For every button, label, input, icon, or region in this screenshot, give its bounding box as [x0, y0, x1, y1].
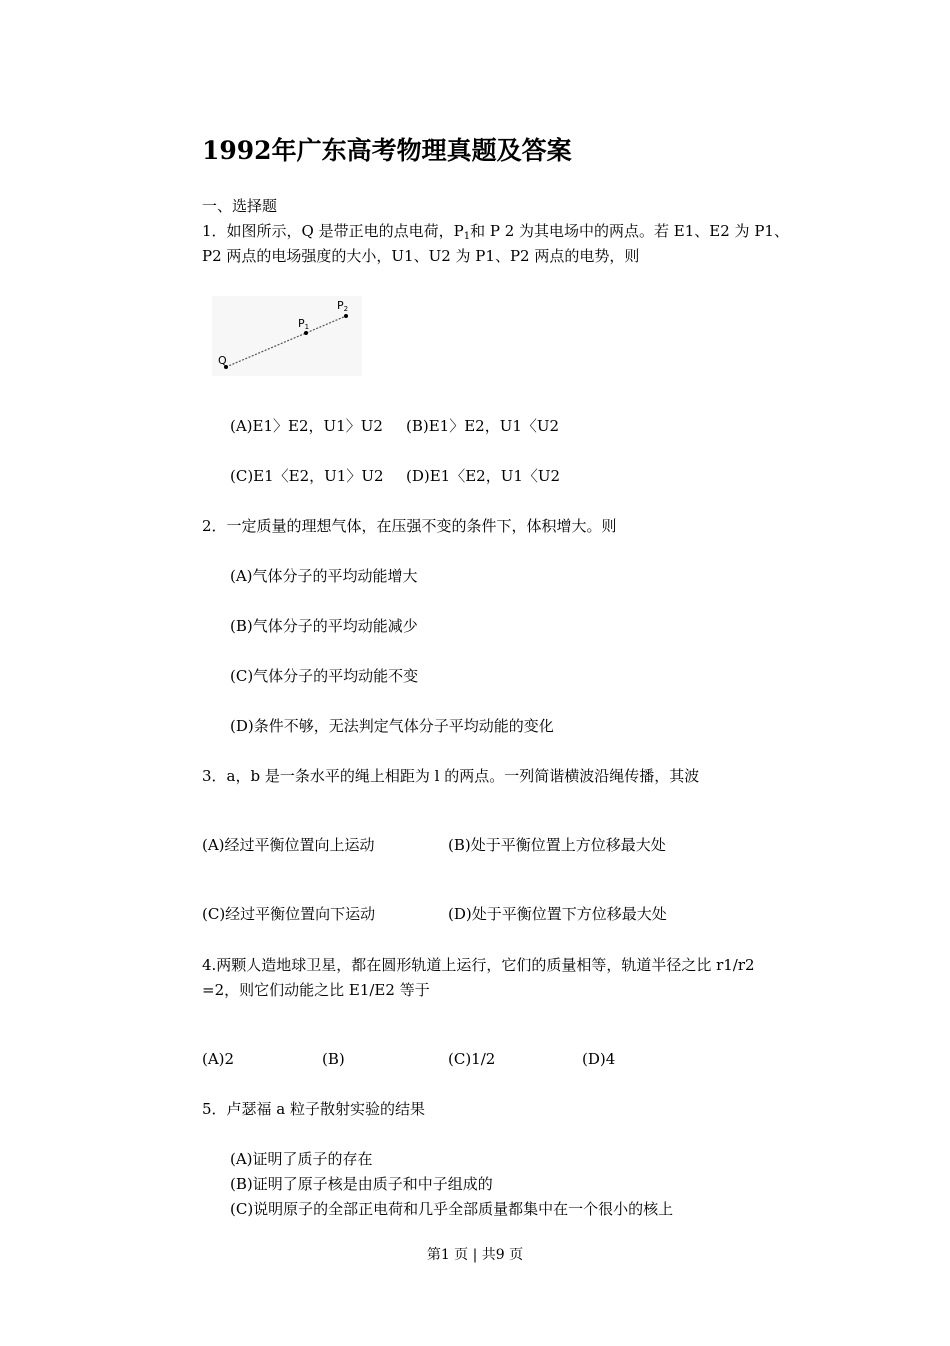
- q1-option-a: (A)E1〉E2，U1〉U2: [230, 417, 383, 435]
- q4-stem-line2: =2，则它们动能之比 E1/E2 等于: [202, 981, 430, 999]
- point-p2: [344, 314, 348, 318]
- q3-option-d: (D)处于平衡位置下方位移最大处: [448, 905, 667, 923]
- q1-option-b: (B)E1〉E2，U1〈U2: [406, 417, 560, 435]
- q2-stem: 2．一定质量的理想气体，在压强不变的条件下，体积增大。则: [202, 517, 617, 535]
- q3-option-a: (A)经过平衡位置向上运动: [202, 836, 375, 854]
- point-p1: [304, 331, 308, 335]
- q3-option-c: (C)经过平衡位置向下运动: [202, 905, 376, 923]
- q1-option-d: (D)E1〈E2，U1〈U2: [406, 467, 561, 485]
- q4-option-c: (C)1/2: [448, 1050, 496, 1068]
- q3-stem: 3．a，b 是一条水平的绳上相距为 l 的两点。一列简谐横波沿绳传播，其波: [202, 767, 700, 785]
- q1-stem-line2: P2 两点的电场强度的大小，U1、U2 为 P1、P2 两点的电势，则: [202, 247, 640, 265]
- q2-option-c: (C)气体分子的平均动能不变: [230, 667, 419, 685]
- q4-stem-line1: 4.两颗人造地球卫星，都在圆形轨道上运行，它们的质量相等，轨道半径之比 r1/r2: [202, 956, 755, 974]
- q5-option-a: (A)证明了质子的存在: [230, 1150, 373, 1168]
- section-heading: 一、选择题: [202, 197, 278, 215]
- q2-option-b: (B)气体分子的平均动能减少: [230, 617, 418, 635]
- q2-option-a: (A)气体分子的平均动能增大: [230, 567, 418, 585]
- q4-option-a: (A)2: [202, 1050, 235, 1068]
- q1-stem-line1: 1．如图所示，Q 是带正电的点电荷，$P_1$和 P 2 为其电场中的两点。若 E1、E2 为 P1、: [202, 222, 789, 242]
- page-title: 1992年广东高考物理真题及答案: [202, 136, 572, 165]
- q5-option-c: (C)说明原子的全部正电荷和几乎全部质量都集中在一个很小的核上: [230, 1200, 674, 1218]
- label-p2: P2: [337, 299, 349, 313]
- q4-option-b: (B): [322, 1050, 345, 1068]
- q3-option-b: (B)处于平衡位置上方位移最大处: [448, 836, 666, 854]
- page-footer: 第1 页 | 共9 页: [426, 1247, 524, 1263]
- q5-stem: 5．卢瑟福 a 粒子散射实验的结果: [202, 1100, 426, 1118]
- label-q: Q: [218, 354, 227, 367]
- q5-option-b: (B)证明了原子核是由质子和中子组成的: [230, 1175, 493, 1193]
- q4-option-d: (D)4: [582, 1050, 616, 1068]
- q1-field-figure: [212, 296, 362, 376]
- q1-option-c: (C)E1〈E2，U1〉U2: [230, 467, 384, 485]
- q2-option-d: (D)条件不够，无法判定气体分子平均动能的变化: [230, 717, 554, 735]
- label-p1: P1: [298, 317, 310, 331]
